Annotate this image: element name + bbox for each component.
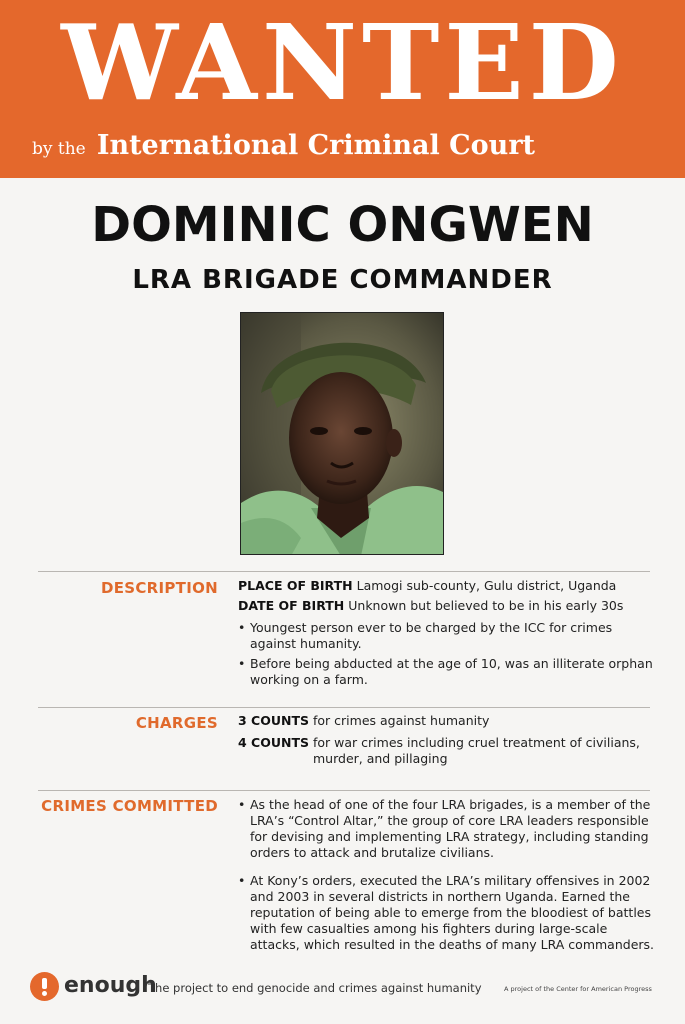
footer [30, 970, 660, 1004]
subject-portrait-photo [240, 312, 444, 555]
crime-bullet: • At Kony’s orders, executed the LRA’s military offensives in 2002 and 2003 in several districts in northern Uganda. Earned the reputation of being able to emerge from the bloodiest of battles with few casualties among his fighters during large-scale attacks, which resulted in the deaths of many LRA commanders. [238, 873, 658, 953]
byline-court: International Criminal Court [96, 130, 536, 161]
charge-count: 3 COUNTS [238, 713, 309, 728]
wanted-title: WANTED [61, 1, 624, 124]
charge-item [238, 735, 658, 769]
crimes-committed-label: CRIMES COMMITTED [41, 797, 218, 815]
date-of-birth-label: DATE OF BIRTH [238, 598, 345, 613]
section-divider [38, 707, 650, 708]
subject-name: DOMINIC ONGWEN [91, 197, 594, 253]
charge-item [238, 713, 658, 731]
section-divider [38, 571, 650, 572]
description-label: DESCRIPTION [100, 579, 218, 597]
footer-project-note: A project of the Center for American Progress [504, 985, 652, 993]
date-of-birth-row [238, 598, 623, 614]
crime-bullet: • As the head of one of the four LRA brigades, is a member of the LRA’s “Control Altar,” the group of core LRA leaders responsible for devising and implementing LRA strategy, including standing orders to attack and brutalize civilians. [238, 797, 658, 861]
description-bullet: • Youngest person ever to be charged by the ICC for crimes against humanity. [238, 620, 658, 652]
charge-text: for war crimes including cruel treatment of civilians, murder, and pillaging [313, 735, 640, 766]
description-bullet: • Before being abducted at the age of 10, was an illiterate orphan working on a farm. [238, 656, 658, 688]
portrait-image [241, 313, 444, 555]
charge-count: 4 COUNTS [238, 735, 309, 750]
crimes-content [238, 797, 658, 957]
byline [32, 130, 535, 161]
footer-tagline: The project to end genocide and crimes against humanity [148, 981, 482, 995]
place-of-birth-row [238, 578, 616, 594]
exclamation-logo-icon [30, 972, 59, 1001]
charge-text: for crimes against humanity [313, 713, 490, 728]
charges-label: CHARGES [135, 714, 218, 732]
place-of-birth-value: Lamogi sub-county, Gulu district, Uganda [356, 578, 617, 593]
charges-content [238, 713, 658, 773]
place-of-birth-label: PLACE OF BIRTH [238, 578, 353, 593]
byline-by-the: by the [32, 139, 86, 159]
date-of-birth-value: Unknown but believed to be in his early 30s [348, 598, 624, 613]
description-content [238, 578, 658, 690]
subject-role: LRA BRIGADE COMMANDER [132, 265, 553, 295]
enough-logo-text: enough [64, 973, 157, 998]
section-divider [38, 790, 650, 791]
wanted-banner [0, 0, 685, 178]
